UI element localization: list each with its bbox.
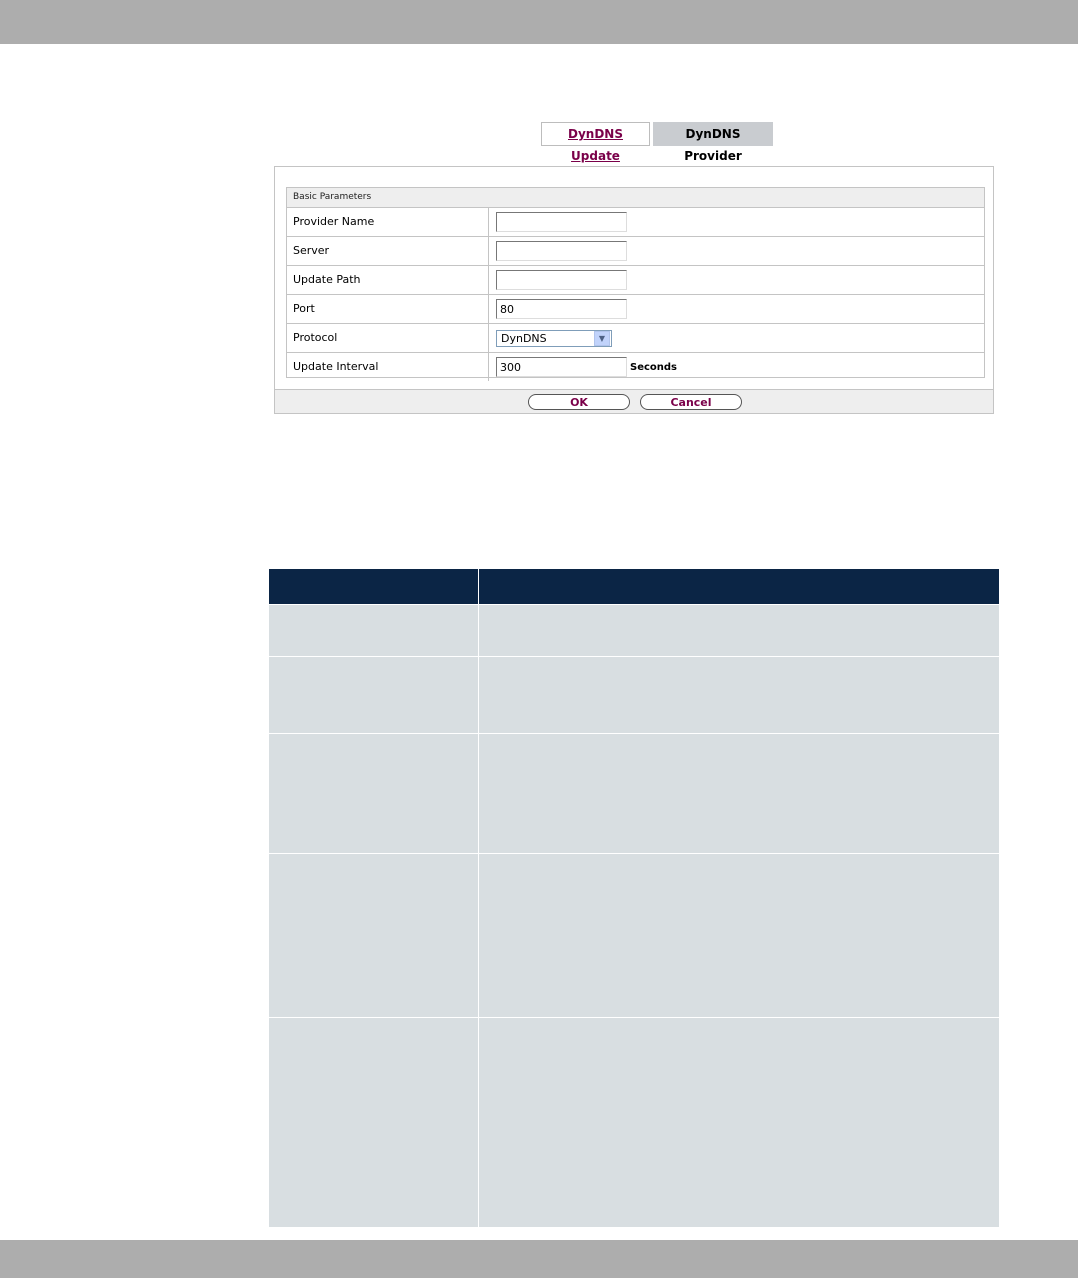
table-row <box>269 1017 999 1227</box>
table-cell <box>269 657 479 733</box>
update-path-input[interactable] <box>496 270 627 290</box>
table-row <box>269 604 999 656</box>
row-server <box>287 237 984 266</box>
table-cell <box>269 1018 479 1227</box>
row-protocol <box>287 324 984 353</box>
table-cell <box>269 605 479 656</box>
provider-name-input[interactable] <box>496 212 627 232</box>
update-interval-label: Update Interval <box>287 353 489 381</box>
description-table <box>269 569 999 1227</box>
protocol-select[interactable] <box>496 330 612 347</box>
row-update-interval <box>287 353 984 381</box>
update-interval-unit: Seconds <box>630 361 678 373</box>
table-cell <box>479 854 999 1017</box>
table-row <box>269 853 999 1017</box>
update-path-label: Update Path <box>287 266 489 294</box>
table-cell <box>479 657 999 733</box>
row-provider-name <box>287 208 984 237</box>
table-cell <box>269 854 479 1017</box>
row-port <box>287 295 984 324</box>
table-cell <box>479 1018 999 1227</box>
top-bar <box>0 0 1078 44</box>
protocol-selected-value: DynDNS <box>501 331 547 345</box>
table-cell <box>479 605 999 656</box>
table-cell <box>479 734 999 853</box>
port-label: Port <box>287 295 489 323</box>
basic-parameters-fieldset <box>286 187 985 378</box>
chevron-down-icon[interactable]: ▼ <box>594 331 610 346</box>
table-row <box>269 656 999 733</box>
table-row <box>269 733 999 853</box>
form-panel <box>274 166 994 414</box>
section-title: Basic Parameters <box>287 188 984 208</box>
protocol-label: Protocol <box>287 324 489 352</box>
server-input[interactable] <box>496 241 627 261</box>
table-header <box>269 569 999 604</box>
bottom-bar <box>0 1240 1078 1278</box>
tab-dyndns-update[interactable]: DynDNS Update <box>541 122 650 146</box>
table-cell <box>269 734 479 853</box>
update-interval-input[interactable] <box>496 357 627 377</box>
tab-dyndns-provider[interactable]: DynDNS Provider <box>653 122 773 146</box>
table-header-cell <box>269 569 479 604</box>
port-input[interactable] <box>496 299 627 319</box>
provider-name-label: Provider Name <box>287 208 489 236</box>
cancel-button[interactable]: Cancel <box>640 394 742 410</box>
tab-bar <box>541 122 773 163</box>
form-footer <box>275 389 993 413</box>
row-update-path <box>287 266 984 295</box>
table-header-cell <box>479 569 999 604</box>
server-label: Server <box>287 237 489 265</box>
ok-button[interactable]: OK <box>528 394 630 410</box>
